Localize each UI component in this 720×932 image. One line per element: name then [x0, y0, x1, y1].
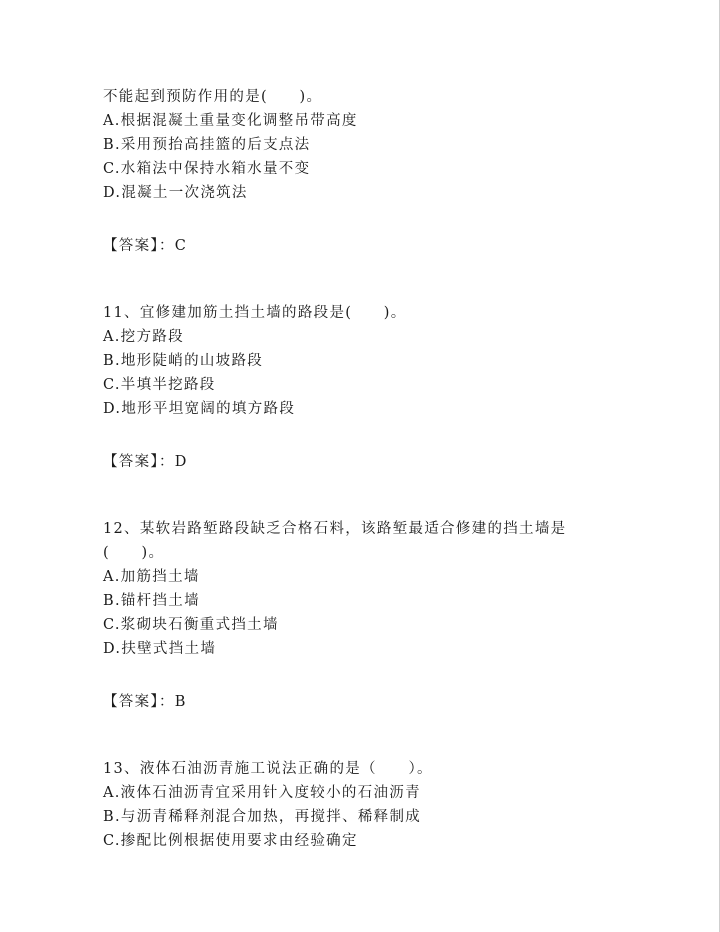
question-block	[103, 301, 623, 474]
answer-text: 【答案】：C	[103, 238, 188, 254]
question-text: 13、液体石油沥青施工说法正确的是（ ）。	[103, 761, 433, 777]
document-body	[103, 85, 623, 853]
question-text: 12、某软岩路堑路段缺乏合格石料，该路堑最适合修建的挡土墙是( )。	[103, 521, 567, 561]
answer-text: 【答案】：B	[103, 694, 187, 710]
option-c: C.浆砌块石衡重式挡土墙	[103, 617, 279, 633]
option-a: A.液体石油沥青宜采用针入度较小的石油沥青	[103, 785, 421, 801]
question-block	[103, 757, 623, 853]
option-a: A.加筋挡土墙	[103, 569, 200, 585]
option-b: B.锚杆挡土墙	[103, 593, 200, 609]
option-a: A.根据混凝土重量变化调整吊带高度	[103, 113, 358, 129]
question-text: 不能起到预防作用的是( )。	[103, 89, 323, 105]
question-text: 11、宜修建加筋土挡土墙的路段是( )。	[103, 305, 407, 321]
option-d: D.地形平坦宽阔的填方路段	[103, 401, 296, 417]
option-b: B.采用预抬高挂篮的后支点法	[103, 137, 311, 153]
option-b: B.与沥青稀释剂混合加热，再搅拌、稀释制成	[103, 809, 422, 825]
option-c: C.半填半挖路段	[103, 377, 216, 393]
option-c: C.水箱法中保持水箱水量不变	[103, 161, 311, 177]
option-d: D.混凝土一次浇筑法	[103, 185, 248, 201]
option-c: C.掺配比例根据使用要求由经验确定	[103, 833, 358, 849]
option-a: A.挖方路段	[103, 329, 184, 345]
answer-text: 【答案】：D	[103, 454, 188, 470]
question-block	[103, 517, 623, 714]
question-block	[103, 85, 623, 258]
option-d: D.扶壁式挡土墙	[103, 641, 217, 657]
option-b: B.地形陡峭的山坡路段	[103, 353, 264, 369]
